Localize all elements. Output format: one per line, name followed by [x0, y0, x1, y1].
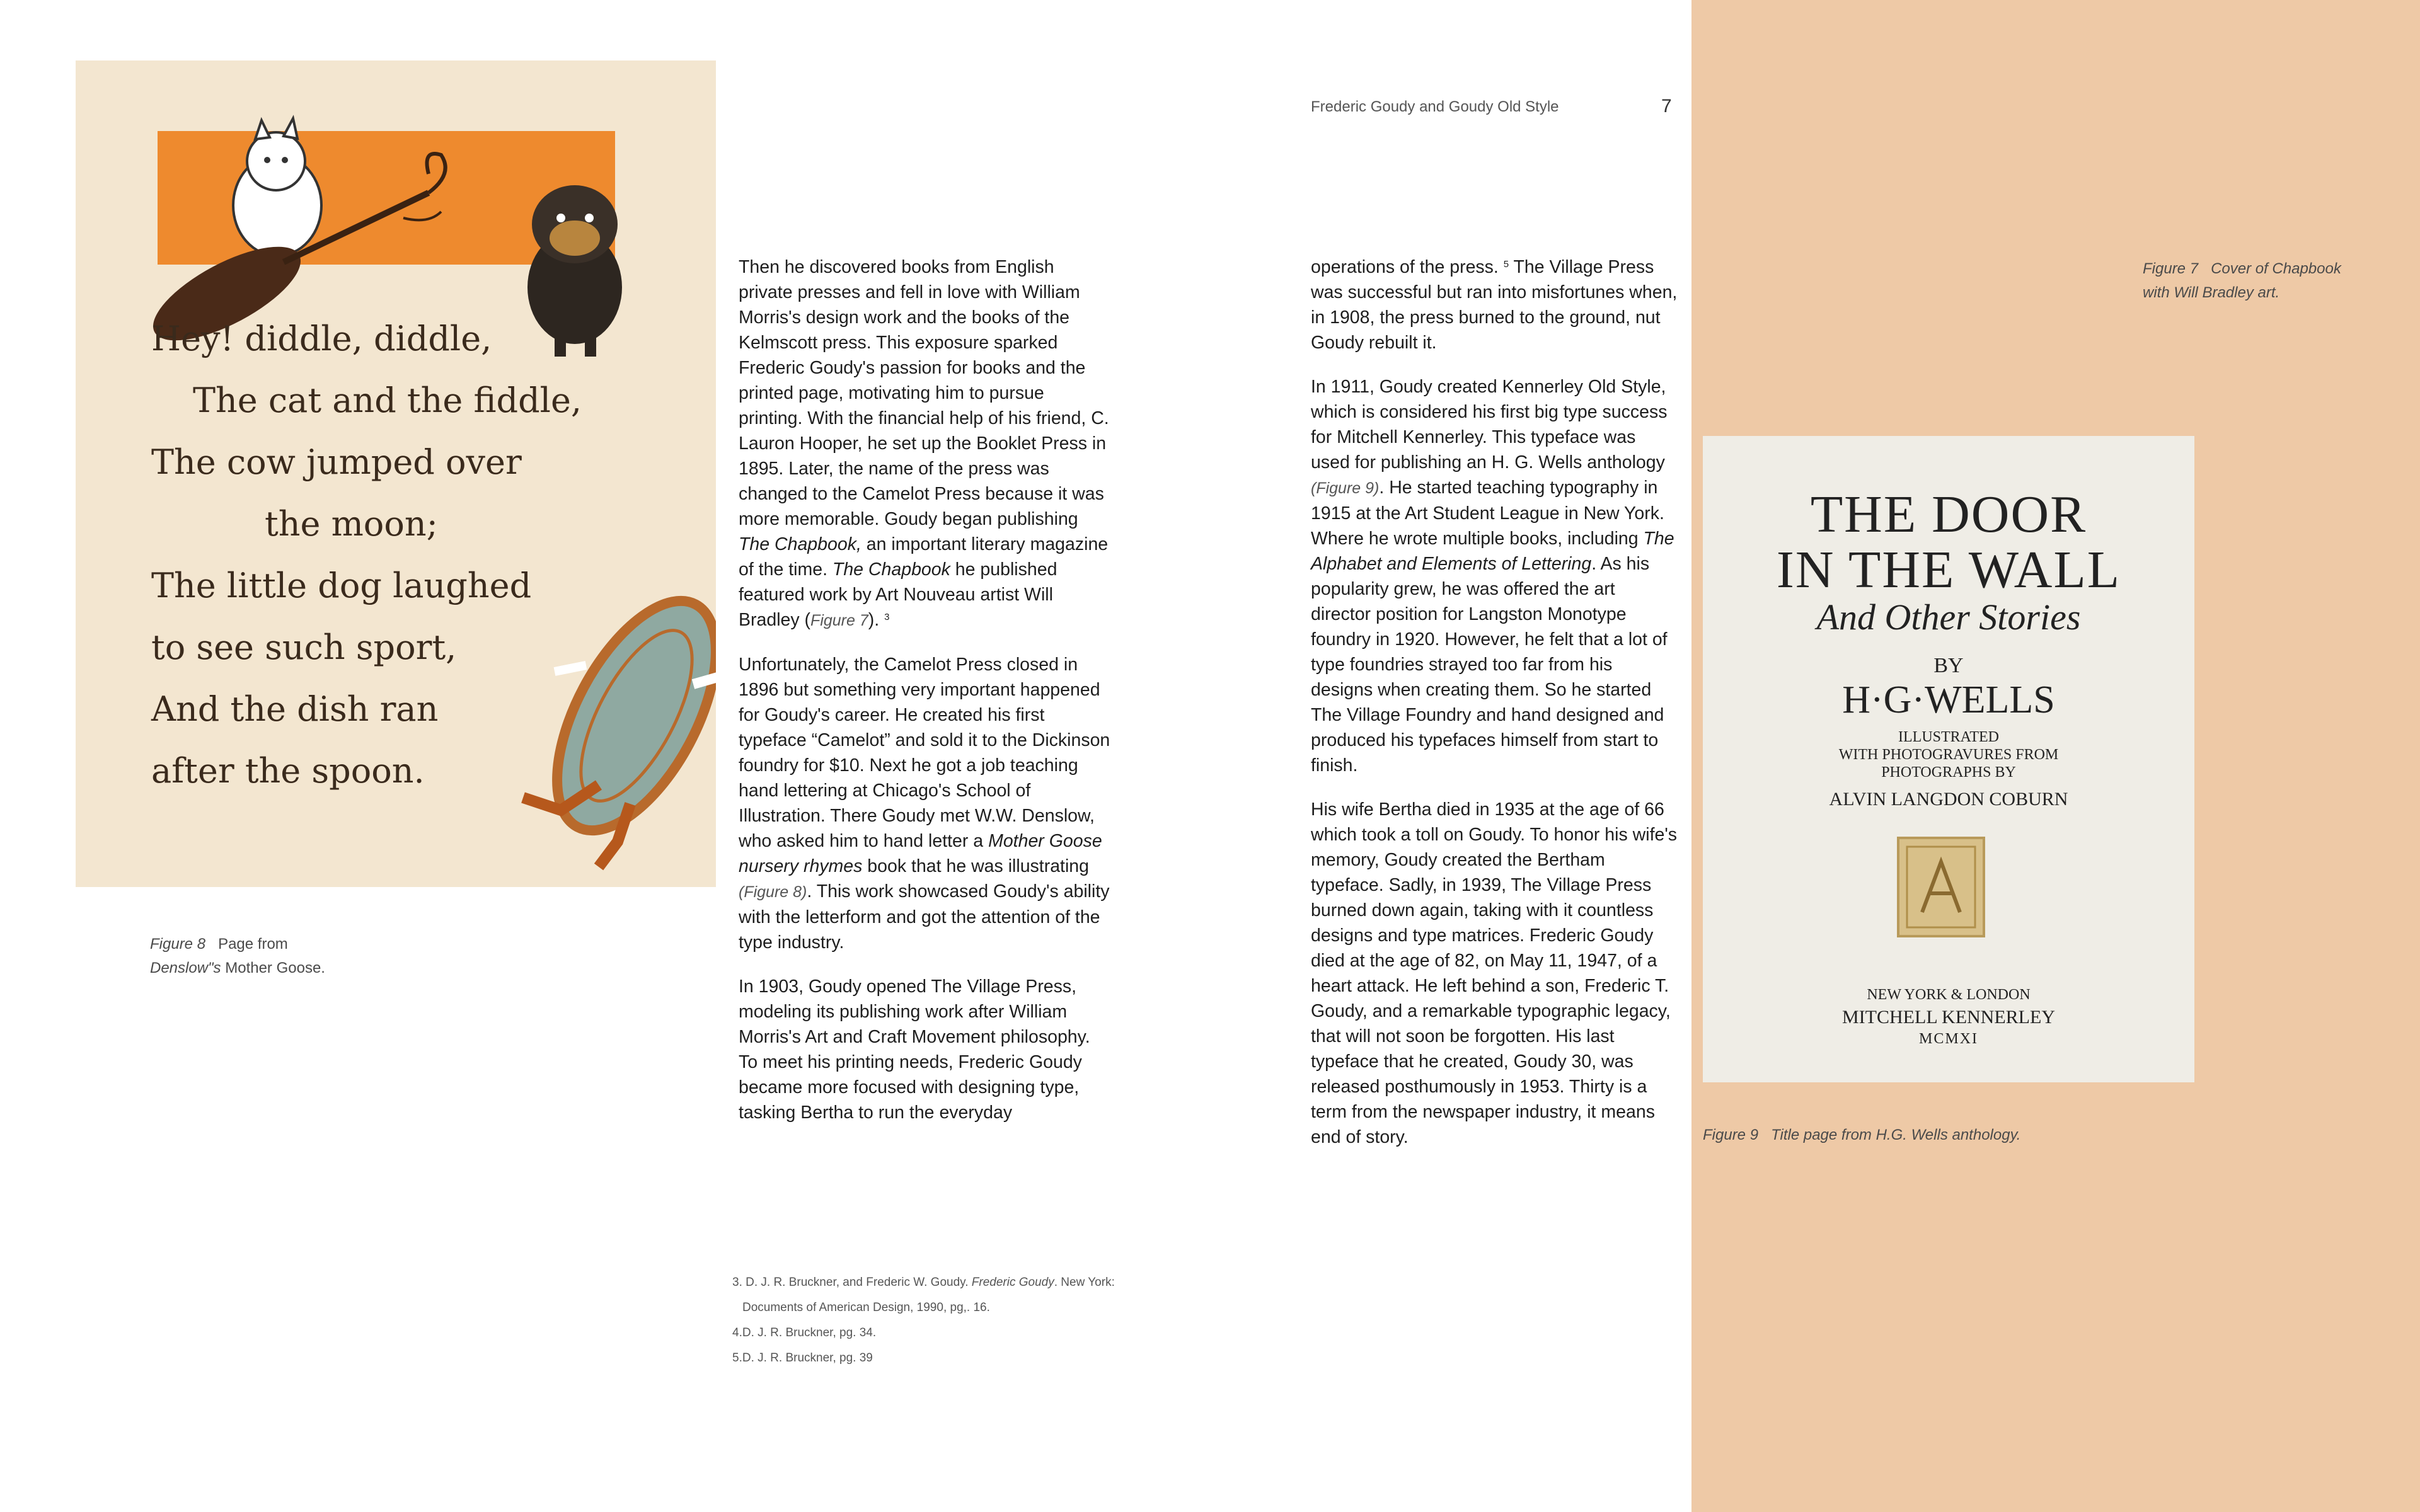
figure-reference[interactable]: (Figure 9): [1311, 479, 1380, 497]
footnote-4: 4.D. J. R. Bruckner, pg. 34.: [732, 1326, 877, 1339]
figure-9-caption: [1703, 1123, 2207, 1147]
paragraph: Then he discovered books from English private presses and fell in love with William Morris's design work and the books of the Kelmscott press. This exposure sparked Frederic Goudy's passion for books and the printed page, motivating him to pursue printing. With the financial help of his friend, C. Lauron Hooper, he set up the Booklet Press in 1895. Later, the name of the press was changed to the Camelot Press because it was more memorable. Goudy began publishing The Chapbook, an important literary magazine of the time. The Chapbook he published featured work by Art Nouveau artist Will Bradley (Figure 7). $^3$: [739, 257, 1109, 630]
caption-label: Figure 9: [1703, 1126, 1759, 1143]
caption-text: Page from: [218, 936, 288, 953]
book-photographer: ALVIN LANGDON COBURN: [1829, 789, 2068, 810]
book-subtitle: And Other Stories: [1816, 597, 2081, 638]
publisher-place: NEW YORK & LONDON: [1867, 987, 2031, 1003]
footnotes: [732, 1270, 1115, 1371]
rhyme-line: The cow jumped over: [151, 442, 522, 482]
caption-text: Cover of Chapbook: [2211, 260, 2341, 277]
bulldog: [527, 185, 622, 357]
figure-reference[interactable]: Figure 7: [810, 612, 868, 629]
footnote-marker[interactable]: 5: [1503, 259, 1509, 270]
publisher-name: MITCHELL KENNERLEY: [1842, 1007, 2055, 1028]
figure-8-caption: [150, 932, 402, 980]
caption-text: Title page from H.G. Wells anthology.: [1771, 1126, 2021, 1143]
book-author: H·G·WELLS: [1842, 679, 2055, 721]
caption-text: Denslow"s: [150, 959, 221, 976]
caption-text: Mother Goose.: [221, 959, 325, 976]
body-column-1: [739, 255, 1113, 1144]
publisher-emblem-icon: [1897, 837, 1985, 937]
footnote-5: 5.D. J. R. Bruckner, pg. 39: [732, 1351, 873, 1365]
caption-text: with Will Bradley art.: [2143, 284, 2280, 301]
rhyme-line: after the spoon.: [151, 751, 425, 791]
illustrated-line: ILLUSTRATED: [1898, 729, 1999, 745]
illustrated-line: PHOTOGRAPHS BY: [1881, 764, 2016, 781]
caption-label: Figure 7: [2143, 260, 2199, 277]
page-number: 7: [1661, 96, 1672, 117]
rhyme-line: to see such sport,: [151, 627, 457, 667]
book-by: BY: [1933, 654, 1964, 677]
figure-9-title-page: [1703, 436, 2194, 1082]
figure-8-illustration: [76, 60, 716, 887]
paragraph: operations of the press. $^5$ The Village Press was successful but ran into misfortunes when, in 1908, the press burned to the ground, nut Goudy rebuilt it.: [1311, 257, 1678, 353]
figure-7-caption: [2143, 257, 2395, 305]
rhyme-line: the moon;: [265, 504, 438, 544]
rhyme-line: Hey! diddle, diddle,: [151, 319, 492, 358]
rhyme-line: The cat and the fiddle,: [193, 381, 582, 420]
figure-reference[interactable]: (Figure 8): [739, 883, 807, 901]
footnote-3-cont: Documents of American Design, 1990, pg,. 16.: [742, 1301, 990, 1314]
footnote-marker[interactable]: 3: [884, 612, 890, 622]
caption-label: Figure 8: [150, 936, 206, 953]
paragraph: In 1911, Goudy created Kennerley Old Style, which is considered his first big type success for Mitchell Kennerley. This typeface was used for publishing an H. G. Wells anthology (Figure 9). He started teaching typography in 1915 at the Art Student League in New York. Where he wrote multiple books, including The Alphabet and Elements of Lettering. As his popularity grew, he was offered the art director position for Langston Monotype foundry in 1920. However, he felt that a lot of type foundries strayed too far from his designs when creating them. So he started The Village Foundry and hand designed and produced his typefaces himself from start to finish.: [1311, 377, 1674, 776]
publication-year: MCMXI: [1918, 1031, 1978, 1047]
rhyme-line: The little dog laughed: [151, 566, 532, 605]
paragraph: In 1903, Goudy opened The Village Press, modeling its publishing work after William Morris's Art and Craft Movement philosophy. To meet his printing needs, Frederic Goudy became more focused with designing type, tasking Bertha to run the everyday: [739, 976, 1090, 1123]
book-title: THE DOOR: [1810, 485, 2087, 544]
illustrated-line: WITH PHOTOGRAVURES FROM: [1838, 747, 2059, 763]
paragraph: Unfortunately, the Camelot Press closed in 1896 but something very important happened for Goudy's career. He created his first typeface “Camelot” and sold it to the Dickinson foundry for $10. Next he got a job teaching hand lettering at Chicago's School of Illustration. There Goudy met W.W. Denslow, who asked him to hand letter a Mother Goose nursery rhymes book that he was illustrating (Figure 8). This work showcased Goudy's ability with the letterform and got the attention of the type industry.: [739, 655, 1110, 953]
rhyme-line: And the dish ran: [151, 689, 439, 729]
body-column-2: [1311, 255, 1679, 1169]
paragraph: His wife Bertha died in 1935 at the age of 66 which took a toll on Goudy. To honor his wife's memory, Goudy created the Bertham typeface. Sadly, in 1939, The Village Press burned down again, taking with it countless designs and type matrices. Frederic Goudy died at the age of 82, on May 11, 1947, of a heart attack. He left behind a son, Frederic T. Goudy, and a remarkable typographic legacy, that will not soon be forgotten. His last typeface that he created, Goudy 30, was released posthumously in 1953. Thirty is a term from the newspaper industry, it means end of story.: [1311, 799, 1678, 1147]
running-title: Frederic Goudy and Goudy Old Style: [1311, 98, 1559, 115]
dish-running: [523, 576, 716, 867]
footnote-3: 3. D. J. R. Bruckner, and Frederic W. Goudy. Frederic Goudy. New York:: [732, 1276, 1115, 1289]
book-title: IN THE WALL: [1776, 541, 2121, 599]
